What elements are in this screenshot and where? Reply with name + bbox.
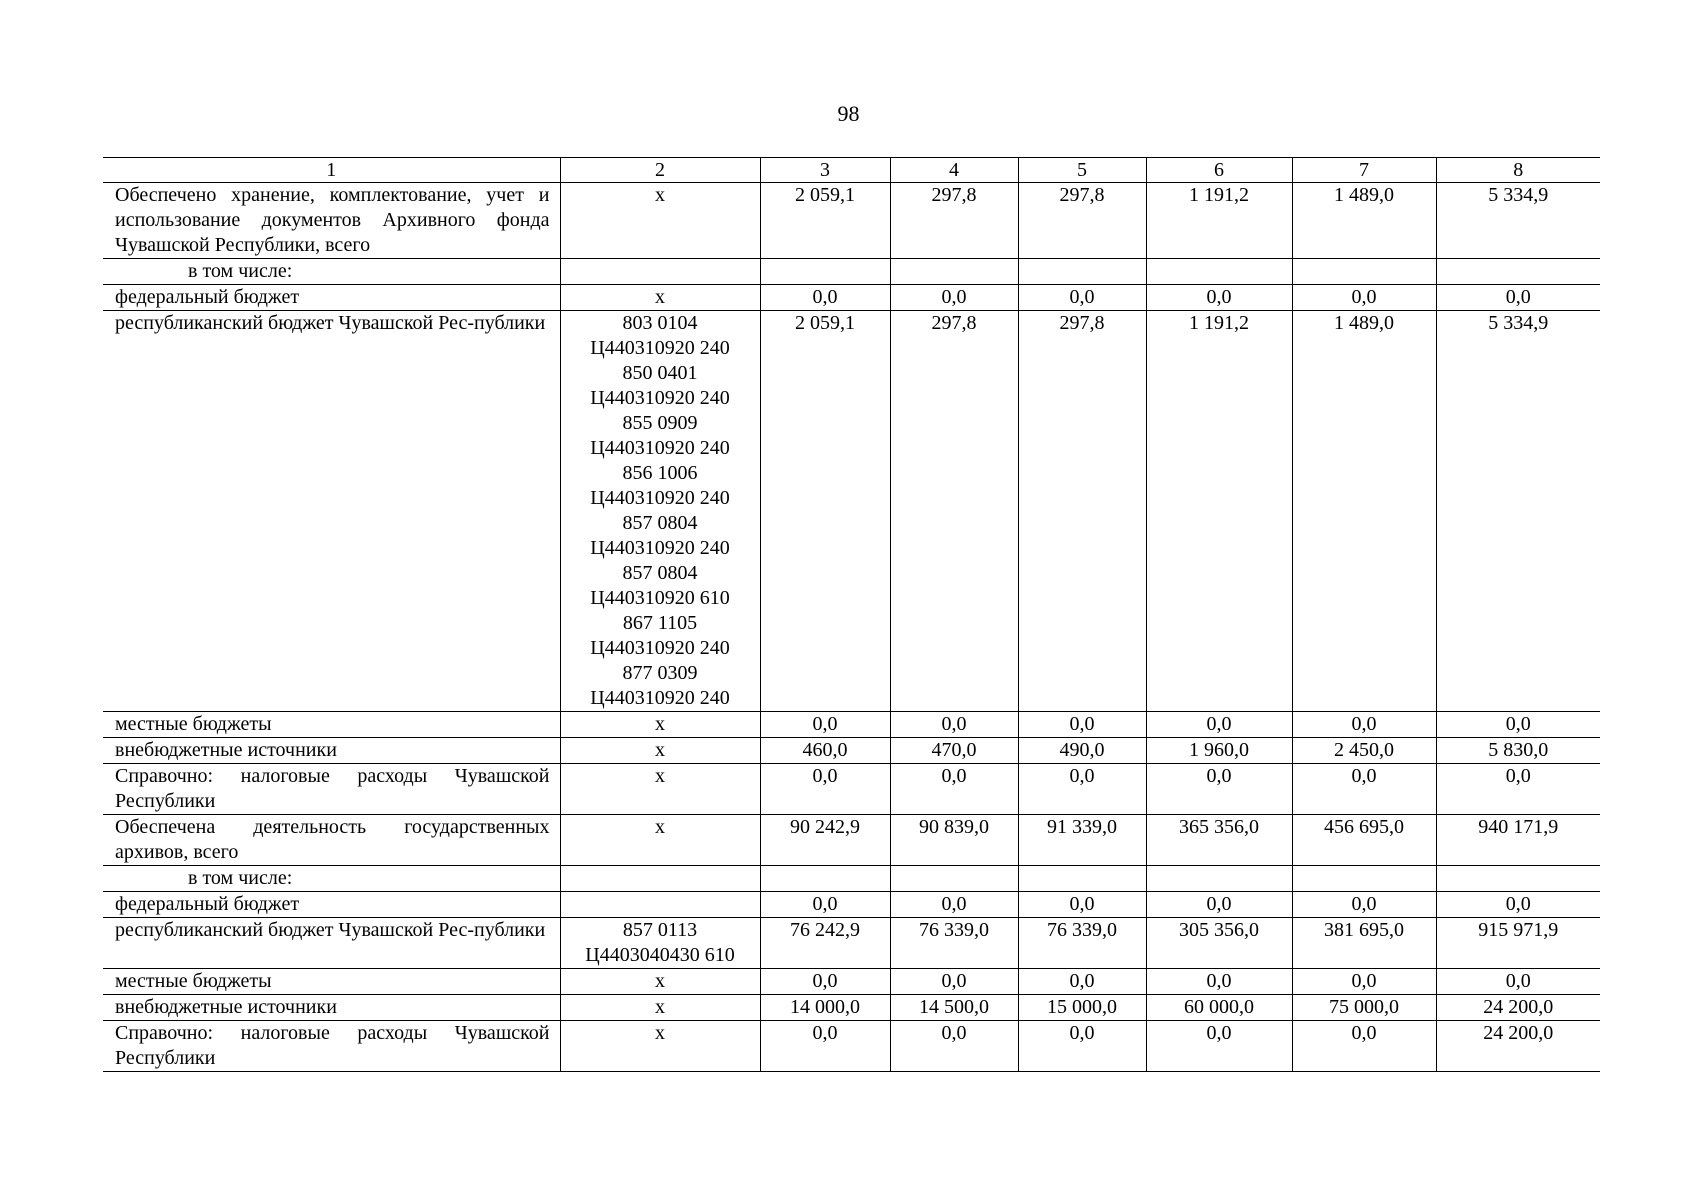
value-cell-col-3: 0,0 xyxy=(760,1021,890,1072)
table-body xyxy=(103,158,1600,1072)
value-cell-col-7: 0,0 xyxy=(1292,712,1436,738)
row-label: Обеспечено хранение, комплектование, учет и использование документов Архивного фонда Чувашской Республики, всего xyxy=(103,183,560,259)
value-cell-col-8: 940 171,9 xyxy=(1436,815,1600,866)
value-cell-col-6: 0,0 xyxy=(1146,969,1292,995)
value-cell-col-5: 0,0 xyxy=(1018,892,1146,918)
budget-code-cell xyxy=(560,259,760,285)
budget-code-line: Ц440310920 240 xyxy=(590,487,730,509)
value-cell-col-8: 0,0 xyxy=(1436,285,1600,311)
row-label: внебюджетные источники xyxy=(103,995,560,1021)
budget-code-cell xyxy=(560,183,760,259)
row-label: федеральный бюджет xyxy=(103,285,560,311)
value-cell-col-6: 60 000,0 xyxy=(1146,995,1292,1021)
value-cell-col-8: 5 334,9 xyxy=(1436,183,1600,259)
budget-code-cell xyxy=(560,995,760,1021)
header-cell: 8 xyxy=(1436,158,1600,183)
header-cell: 3 xyxy=(760,158,890,183)
value-cell-col-3: 0,0 xyxy=(760,712,890,738)
value-cell-col-3 xyxy=(760,259,890,285)
budget-code-line: Ц440310920 240 xyxy=(590,387,730,409)
value-cell-col-7: 0,0 xyxy=(1292,969,1436,995)
budget-code-cell xyxy=(560,866,760,892)
budget-code-line: 857 0804 xyxy=(622,562,698,584)
value-cell-col-5: 0,0 xyxy=(1018,712,1146,738)
value-cell-col-6: 1 191,2 xyxy=(1146,183,1292,259)
value-cell-col-7: 0,0 xyxy=(1292,764,1436,815)
table-row xyxy=(103,866,1600,892)
header-cell: 2 xyxy=(560,158,760,183)
value-cell-col-5: 76 339,0 xyxy=(1018,918,1146,969)
value-cell-col-6: 0,0 xyxy=(1146,712,1292,738)
row-label: Обеспечена деятельность государственных архивов, всего xyxy=(103,815,560,866)
value-cell-col-8: 915 971,9 xyxy=(1436,918,1600,969)
value-cell-col-4: 0,0 xyxy=(890,285,1018,311)
value-cell-col-4: 470,0 xyxy=(890,738,1018,764)
value-cell-col-5: 91 339,0 xyxy=(1018,815,1146,866)
value-cell-col-3: 0,0 xyxy=(760,285,890,311)
value-cell-col-5: 490,0 xyxy=(1018,738,1146,764)
value-cell-col-7: 456 695,0 xyxy=(1292,815,1436,866)
header-cell: 6 xyxy=(1146,158,1292,183)
budget-code-line: х xyxy=(655,184,665,206)
value-cell-col-4: 76 339,0 xyxy=(890,918,1018,969)
budget-code-line: х xyxy=(655,713,665,735)
value-cell-col-3: 76 242,9 xyxy=(760,918,890,969)
budget-code-line: 857 0113 xyxy=(622,919,698,941)
budget-code-line: 850 0401 xyxy=(622,362,698,384)
value-cell-col-6: 305 356,0 xyxy=(1146,918,1292,969)
value-cell-col-4: 14 500,0 xyxy=(890,995,1018,1021)
page-number: 98 xyxy=(837,101,860,126)
value-cell-col-4 xyxy=(890,259,1018,285)
value-cell-col-5: 0,0 xyxy=(1018,969,1146,995)
value-cell-col-6: 0,0 xyxy=(1146,1021,1292,1072)
value-cell-col-8: 5 334,9 xyxy=(1436,311,1600,712)
value-cell-col-7: 0,0 xyxy=(1292,892,1436,918)
budget-code-cell xyxy=(560,892,760,918)
row-label: республиканский бюджет Чувашской Рес-публики xyxy=(103,918,560,969)
budget-code-line: Ц440310920 240 xyxy=(590,637,730,659)
budget-code-cell xyxy=(560,285,760,311)
value-cell-col-6: 0,0 xyxy=(1146,285,1292,311)
row-label: местные бюджеты xyxy=(103,969,560,995)
header-cell: 7 xyxy=(1292,158,1436,183)
value-cell-col-3 xyxy=(760,866,890,892)
header-cell: 4 xyxy=(890,158,1018,183)
budget-code-cell xyxy=(560,969,760,995)
value-cell-col-4: 0,0 xyxy=(890,712,1018,738)
value-cell-col-8: 24 200,0 xyxy=(1436,995,1600,1021)
row-label: местные бюджеты xyxy=(103,712,560,738)
header-cell: 5 xyxy=(1018,158,1146,183)
budget-code-line: Ц440310920 240 xyxy=(590,687,730,709)
value-cell-col-7: 0,0 xyxy=(1292,285,1436,311)
table-row xyxy=(103,183,1600,259)
budget-code-line: Ц4403040430 610 xyxy=(585,944,735,966)
value-cell-col-8: 5 830,0 xyxy=(1436,738,1600,764)
budget-code-line: х xyxy=(655,739,665,761)
value-cell-col-6 xyxy=(1146,866,1292,892)
value-cell-col-4 xyxy=(890,866,1018,892)
budget-code-line: 857 0804 xyxy=(622,512,698,534)
budget-code-line: Ц440310920 610 xyxy=(590,587,730,609)
value-cell-col-7: 75 000,0 xyxy=(1292,995,1436,1021)
value-cell-col-3: 90 242,9 xyxy=(760,815,890,866)
table-row xyxy=(103,1021,1600,1072)
budget-code-cell xyxy=(560,1021,760,1072)
budget-code-line: х xyxy=(655,816,665,838)
budget-code-line: х xyxy=(655,996,665,1018)
header-cell: 1 xyxy=(103,158,560,183)
budget-code-line: х xyxy=(655,765,665,787)
budget-code-line: 867 1105 xyxy=(622,612,698,634)
value-cell-col-4: 297,8 xyxy=(890,183,1018,259)
value-cell-col-7: 381 695,0 xyxy=(1292,918,1436,969)
value-cell-col-8: 24 200,0 xyxy=(1436,1021,1600,1072)
budget-code-cell xyxy=(560,712,760,738)
value-cell-col-5: 0,0 xyxy=(1018,764,1146,815)
value-cell-col-4: 0,0 xyxy=(890,892,1018,918)
value-cell-col-3: 460,0 xyxy=(760,738,890,764)
table-row xyxy=(103,918,1600,969)
table-row xyxy=(103,311,1600,712)
value-cell-col-8: 0,0 xyxy=(1436,892,1600,918)
value-cell-col-6: 1 960,0 xyxy=(1146,738,1292,764)
value-cell-col-3: 2 059,1 xyxy=(760,183,890,259)
table-row xyxy=(103,712,1600,738)
table-row xyxy=(103,738,1600,764)
row-label: в том числе: xyxy=(103,866,560,892)
value-cell-col-8: 0,0 xyxy=(1436,712,1600,738)
budget-code-cell xyxy=(560,311,760,712)
budget-code-line: х xyxy=(655,286,665,308)
table-row xyxy=(103,259,1600,285)
budget-code-cell xyxy=(560,764,760,815)
value-cell-col-6: 0,0 xyxy=(1146,764,1292,815)
value-cell-col-5: 297,8 xyxy=(1018,311,1146,712)
budget-table xyxy=(103,157,1600,1072)
row-label: федеральный бюджет xyxy=(103,892,560,918)
table-row xyxy=(103,969,1600,995)
table-row xyxy=(103,285,1600,311)
budget-code-line: Ц440310920 240 xyxy=(590,437,730,459)
value-cell-col-7: 1 489,0 xyxy=(1292,311,1436,712)
value-cell-col-4: 0,0 xyxy=(890,969,1018,995)
budget-code-line: 803 0104 xyxy=(622,312,698,334)
value-cell-col-3: 0,0 xyxy=(760,969,890,995)
budget-code-line: 856 1006 xyxy=(622,462,698,484)
budget-code-line: х xyxy=(655,970,665,992)
row-label: Справочно: налоговые расходы Чувашской Республики xyxy=(103,764,560,815)
row-label: Справочно: налоговые расходы Чувашской Республики xyxy=(103,1021,560,1072)
budget-code-cell xyxy=(560,738,760,764)
value-cell-col-5: 0,0 xyxy=(1018,285,1146,311)
budget-code-line: 855 0909 xyxy=(622,412,698,434)
value-cell-col-8 xyxy=(1436,259,1600,285)
row-label: в том числе: xyxy=(103,259,560,285)
value-cell-col-5: 0,0 xyxy=(1018,1021,1146,1072)
budget-code-cell xyxy=(560,815,760,866)
budget-code-line: 877 0309 xyxy=(622,662,698,684)
value-cell-col-3: 14 000,0 xyxy=(760,995,890,1021)
value-cell-col-6: 0,0 xyxy=(1146,892,1292,918)
value-cell-col-5 xyxy=(1018,866,1146,892)
value-cell-col-6: 1 191,2 xyxy=(1146,311,1292,712)
value-cell-col-6: 365 356,0 xyxy=(1146,815,1292,866)
budget-code-line: х xyxy=(655,1022,665,1044)
value-cell-col-4: 0,0 xyxy=(890,764,1018,815)
budget-code-line: Ц440310920 240 xyxy=(590,537,730,559)
value-cell-col-7: 1 489,0 xyxy=(1292,183,1436,259)
value-cell-col-5: 297,8 xyxy=(1018,183,1146,259)
value-cell-col-4: 0,0 xyxy=(890,1021,1018,1072)
row-label: республиканский бюджет Чувашской Рес-публики xyxy=(103,311,560,712)
table-row xyxy=(103,995,1600,1021)
value-cell-col-7 xyxy=(1292,259,1436,285)
table-header-row xyxy=(103,158,1600,183)
value-cell-col-8 xyxy=(1436,866,1600,892)
row-label: внебюджетные источники xyxy=(103,738,560,764)
value-cell-col-3: 0,0 xyxy=(760,764,890,815)
value-cell-col-5 xyxy=(1018,259,1146,285)
value-cell-col-5: 15 000,0 xyxy=(1018,995,1146,1021)
table-row xyxy=(103,815,1600,866)
value-cell-col-6 xyxy=(1146,259,1292,285)
budget-code-line: Ц440310920 240 xyxy=(590,337,730,359)
value-cell-col-4: 90 839,0 xyxy=(890,815,1018,866)
value-cell-col-7 xyxy=(1292,866,1436,892)
table-row xyxy=(103,892,1600,918)
value-cell-col-8: 0,0 xyxy=(1436,969,1600,995)
table-row xyxy=(103,764,1600,815)
value-cell-col-7: 0,0 xyxy=(1292,1021,1436,1072)
value-cell-col-3: 0,0 xyxy=(760,892,890,918)
budget-code-cell xyxy=(560,918,760,969)
value-cell-col-8: 0,0 xyxy=(1436,764,1600,815)
value-cell-col-7: 2 450,0 xyxy=(1292,738,1436,764)
value-cell-col-4: 297,8 xyxy=(890,311,1018,712)
value-cell-col-3: 2 059,1 xyxy=(760,311,890,712)
